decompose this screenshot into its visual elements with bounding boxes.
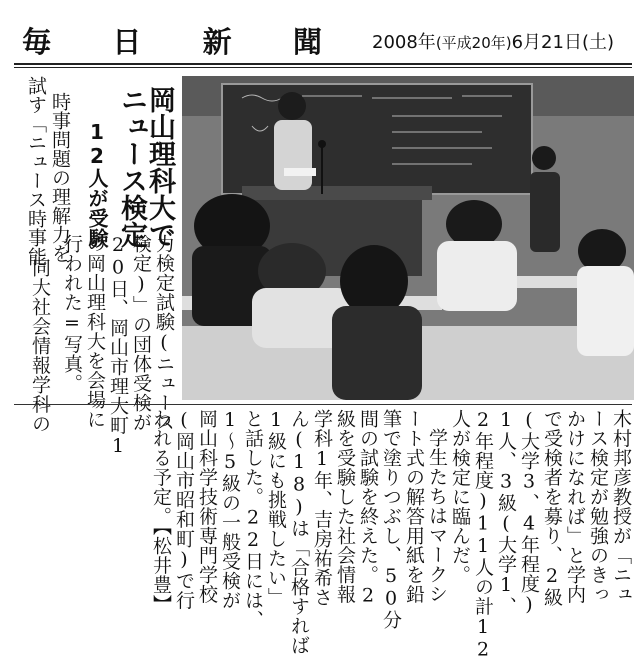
body-lower-col-15: ん(18)は「合格すれば bbox=[288, 409, 310, 655]
body-upper-col-2: 検定)」の団体受検が bbox=[130, 234, 152, 432]
body-lower-col-1: 木村邦彦教授が「ニュ bbox=[610, 409, 632, 604]
date-era: (平成20年) bbox=[435, 34, 512, 52]
body-lower-col-9: 学生たちはマークシ bbox=[426, 428, 448, 604]
headline-line-2: ニュース検定 bbox=[116, 86, 147, 248]
masthead bbox=[0, 0, 640, 68]
body-upper-col-3: 20日、岡山市理大町1 bbox=[107, 234, 129, 458]
body-lower-col-11: 筆で塗りつぶし、50分 bbox=[380, 409, 402, 630]
paper-name-char: 聞 bbox=[292, 25, 322, 59]
body-upper-col-5: 行われた=写真。 bbox=[61, 234, 83, 393]
newspaper-name bbox=[22, 20, 322, 61]
body-upper-col-1: 力検定試験(ニュース bbox=[153, 234, 175, 432]
publication-date bbox=[372, 28, 614, 54]
body-lower-col-13: 級を受験した社会情報 bbox=[334, 409, 356, 604]
date-day: 6月21日 bbox=[511, 32, 582, 53]
headline-line-1: 岡山理科大で bbox=[144, 86, 175, 248]
body-lower-col-10: ート式の解答用紙を鉛 bbox=[403, 409, 425, 604]
headline-kicker-2: 試す「ニュース時事能 bbox=[25, 76, 47, 266]
paper-name-char: 毎 bbox=[22, 25, 52, 59]
date-year: 2008年 bbox=[372, 32, 436, 53]
body-lower-col-8: 人が検定に臨んだ。 bbox=[449, 409, 471, 585]
date-weekday: (土) bbox=[581, 32, 615, 53]
body-lower-col-18: 1～5級の一般受検が bbox=[219, 409, 241, 610]
masthead-rule bbox=[14, 63, 632, 65]
body-upper-col-6: 同大社会情報学科の bbox=[29, 258, 51, 434]
body-lower-col-12: 間の試験を終えた。2 bbox=[357, 409, 379, 607]
paper-name-char: 日 bbox=[112, 25, 142, 59]
body-lower-col-7: 2年程度)11人の計12 bbox=[472, 409, 494, 661]
paper-name-char: 新 bbox=[202, 25, 232, 59]
headline-kicker-1: 時事問題の理解力を bbox=[49, 92, 71, 263]
body-upper-col-4: の岡山理科大を会場に bbox=[84, 234, 106, 429]
body-lower-col-5: (大学3、4年程度) bbox=[518, 409, 540, 616]
body-lower-col-21: われる予定。【松井豊】 bbox=[150, 409, 172, 614]
section-divider bbox=[14, 404, 632, 405]
photo-illustration bbox=[182, 76, 634, 400]
headline-subhead: 12人が受験 bbox=[85, 120, 109, 248]
body-lower-col-3: かけになれば」と学内 bbox=[564, 409, 586, 604]
body-lower-col-14: 学科1年、吉房祐希さ bbox=[311, 409, 333, 607]
body-lower-col-20: (岡山市昭和町)で行 bbox=[173, 409, 195, 610]
body-lower-col-19: 岡山科学技術専門学校 bbox=[196, 409, 218, 604]
body-lower-col-6: 1人、3級(大学1、 bbox=[495, 409, 517, 616]
body-lower-col-17: と話した。22日には、 bbox=[242, 409, 264, 630]
body-lower-col-16: 1級にも挑戦したい」 bbox=[265, 409, 287, 607]
body-lower-col-2: ース検定が勉強のきっ bbox=[587, 409, 609, 604]
masthead-rule-thin bbox=[14, 67, 632, 68]
body-lower-col-4: で受検者を募り、2級 bbox=[541, 409, 563, 607]
classroom-photo bbox=[182, 76, 634, 400]
